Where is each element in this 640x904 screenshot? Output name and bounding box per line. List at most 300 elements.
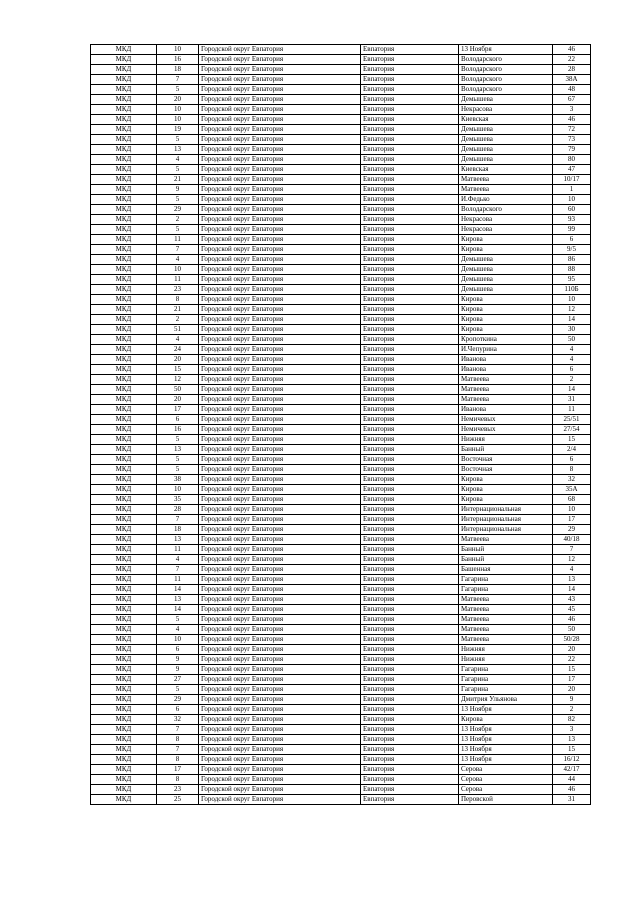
district-cell: Городской округ Евпатория [199,315,361,325]
city-cell: Евпатория [361,205,459,215]
street-cell: Киевская [459,115,553,125]
city-cell: Евпатория [361,175,459,185]
street-cell: 13 Ноября [459,755,553,765]
street-cell: Иванова [459,405,553,415]
city-cell: Евпатория [361,285,459,295]
city-cell: Евпатория [361,605,459,615]
street-cell: Кирова [459,295,553,305]
district-cell: Городской округ Евпатория [199,645,361,655]
city-cell: Евпатория [361,435,459,445]
house-number-cell: 4 [553,355,591,365]
building-type-cell: МКД [91,635,157,645]
street-cell: Кирова [459,235,553,245]
district-cell: Городской округ Евпатория [199,595,361,605]
city-cell: Евпатория [361,75,459,85]
count-cell: 7 [157,245,199,255]
district-cell: Городской округ Евпатория [199,715,361,725]
table-row [91,585,591,595]
district-cell: Городской округ Евпатория [199,105,361,115]
city-cell: Евпатория [361,675,459,685]
count-cell: 21 [157,175,199,185]
house-number-cell: 30 [553,325,591,335]
district-cell: Городской округ Евпатория [199,295,361,305]
city-cell: Евпатория [361,305,459,315]
count-cell: 15 [157,365,199,375]
count-cell: 10 [157,485,199,495]
count-cell: 12 [157,375,199,385]
house-number-cell: 2/4 [553,445,591,455]
street-cell: Иванова [459,365,553,375]
table-row [91,595,591,605]
house-number-cell: 15 [553,435,591,445]
house-number-cell: 32 [553,475,591,485]
street-cell: Володарского [459,55,553,65]
street-cell: Матвеева [459,375,553,385]
district-cell: Городской округ Евпатория [199,115,361,125]
building-type-cell: МКД [91,355,157,365]
district-cell: Городской округ Евпатория [199,485,361,495]
house-number-cell: 9 [553,695,591,705]
table-row [91,415,591,425]
house-number-cell: 22 [553,655,591,665]
street-cell: Нижняя [459,435,553,445]
count-cell: 5 [157,435,199,445]
building-type-cell: МКД [91,725,157,735]
street-cell: Матвеева [459,385,553,395]
table-row [91,125,591,135]
district-cell: Городской округ Евпатория [199,75,361,85]
city-cell: Евпатория [361,395,459,405]
house-number-cell: 43 [553,595,591,605]
count-cell: 2 [157,215,199,225]
district-cell: Городской округ Евпатория [199,125,361,135]
building-type-cell: МКД [91,475,157,485]
table-row [91,295,591,305]
street-cell: Кирова [459,715,553,725]
street-cell: Володарского [459,85,553,95]
district-cell: Городской округ Евпатория [199,635,361,645]
building-type-cell: МКД [91,795,157,805]
building-type-cell: МКД [91,445,157,455]
district-cell: Городской округ Евпатория [199,535,361,545]
count-cell: 19 [157,125,199,135]
house-number-cell: 79 [553,145,591,155]
street-cell: Гагарина [459,675,553,685]
district-cell: Городской округ Евпатория [199,255,361,265]
city-cell: Евпатория [361,155,459,165]
district-cell: Городской округ Евпатория [199,65,361,75]
table-row [91,765,591,775]
street-cell: Кирова [459,485,553,495]
building-type-cell: МКД [91,515,157,525]
district-cell: Городской округ Евпатория [199,205,361,215]
count-cell: 8 [157,735,199,745]
district-cell: Городской округ Евпатория [199,435,361,445]
building-type-cell: МКД [91,385,157,395]
street-cell: Дмитрия Ульянова [459,695,553,705]
count-cell: 14 [157,585,199,595]
count-cell: 14 [157,605,199,615]
building-type-cell: МКД [91,625,157,635]
house-number-cell: 14 [553,315,591,325]
count-cell: 10 [157,115,199,125]
count-cell: 17 [157,765,199,775]
table-row [91,445,591,455]
district-cell: Городской округ Евпатория [199,555,361,565]
count-cell: 5 [157,195,199,205]
house-number-cell: 20 [553,645,591,655]
street-cell: Матвеева [459,395,553,405]
street-cell: Демышева [459,265,553,275]
table-row [91,665,591,675]
district-cell: Городской округ Евпатория [199,705,361,715]
district-cell: Городской округ Евпатория [199,325,361,335]
building-type-cell: МКД [91,675,157,685]
table-row [91,215,591,225]
city-cell: Евпатория [361,475,459,485]
building-type-cell: МКД [91,365,157,375]
district-cell: Городской округ Евпатория [199,575,361,585]
district-cell: Городской округ Евпатория [199,455,361,465]
table-row [91,145,591,155]
district-cell: Городской округ Евпатория [199,195,361,205]
house-number-cell: 10 [553,195,591,205]
building-type-cell: МКД [91,95,157,105]
count-cell: 4 [157,155,199,165]
city-cell: Евпатория [361,105,459,115]
street-cell: Серова [459,765,553,775]
table-row [91,635,591,645]
city-cell: Евпатория [361,555,459,565]
city-cell: Евпатория [361,615,459,625]
count-cell: 50 [157,385,199,395]
house-number-cell: 28 [553,65,591,75]
district-cell: Городской округ Евпатория [199,215,361,225]
district-cell: Городской округ Евпатория [199,625,361,635]
table-row [91,605,591,615]
building-type-cell: МКД [91,275,157,285]
table-row [91,645,591,655]
city-cell: Евпатория [361,125,459,135]
street-cell: 13 Ноября [459,705,553,715]
building-type-cell: МКД [91,145,157,155]
count-cell: 4 [157,335,199,345]
city-cell: Евпатория [361,535,459,545]
district-cell: Городской округ Евпатория [199,785,361,795]
city-cell: Евпатория [361,265,459,275]
city-cell: Евпатория [361,385,459,395]
table-row [91,775,591,785]
count-cell: 9 [157,655,199,665]
table-row [91,255,591,265]
district-cell: Городской округ Евпатория [199,725,361,735]
city-cell: Евпатория [361,775,459,785]
city-cell: Евпатория [361,255,459,265]
table-row [91,525,591,535]
table-row [91,435,591,445]
street-cell: Кропоткина [459,335,553,345]
street-cell: Володарского [459,65,553,75]
city-cell: Евпатория [361,135,459,145]
building-type-cell: МКД [91,755,157,765]
city-cell: Евпатория [361,115,459,125]
street-cell: Матвеева [459,185,553,195]
building-type-cell: МКД [91,235,157,245]
building-type-cell: МКД [91,565,157,575]
count-cell: 13 [157,145,199,155]
house-number-cell: 50/28 [553,635,591,645]
building-type-cell: МКД [91,375,157,385]
street-cell: Демышева [459,125,553,135]
district-cell: Городской округ Евпатория [199,395,361,405]
city-cell: Евпатория [361,375,459,385]
street-cell: Володарского [459,75,553,85]
street-cell: Матвеева [459,605,553,615]
building-type-cell: МКД [91,295,157,305]
house-number-cell: 7 [553,545,591,555]
district-cell: Городской округ Евпатория [199,605,361,615]
house-number-cell: 46 [553,115,591,125]
house-number-cell: 14 [553,385,591,395]
district-cell: Городской округ Евпатория [199,695,361,705]
count-cell: 9 [157,665,199,675]
count-cell: 16 [157,55,199,65]
table-row [91,545,591,555]
count-cell: 23 [157,285,199,295]
city-cell: Евпатория [361,45,459,55]
count-cell: 23 [157,785,199,795]
count-cell: 8 [157,775,199,785]
count-cell: 5 [157,685,199,695]
street-cell: Демышева [459,155,553,165]
street-cell: Кирова [459,305,553,315]
house-number-cell: 3 [553,105,591,115]
table-row [91,55,591,65]
district-cell: Городской округ Евпатория [199,385,361,395]
count-cell: 25 [157,795,199,805]
count-cell: 7 [157,725,199,735]
house-number-cell: 6 [553,235,591,245]
count-cell: 6 [157,705,199,715]
district-cell: Городской округ Евпатория [199,545,361,555]
house-number-cell: 38А [553,75,591,85]
house-number-cell: 6 [553,365,591,375]
city-cell: Евпатория [361,785,459,795]
table-body [91,45,591,805]
house-number-cell: 17 [553,515,591,525]
street-cell: 13 Ноября [459,735,553,745]
count-cell: 29 [157,205,199,215]
street-cell: Восточная [459,465,553,475]
building-type-cell: МКД [91,115,157,125]
city-cell: Евпатория [361,95,459,105]
house-number-cell: 60 [553,205,591,215]
house-number-cell: 95 [553,275,591,285]
count-cell: 7 [157,515,199,525]
table-row [91,505,591,515]
street-cell: Банный [459,555,553,565]
table-row [91,575,591,585]
count-cell: 8 [157,755,199,765]
table-row [91,65,591,75]
city-cell: Евпатория [361,405,459,415]
count-cell: 7 [157,75,199,85]
house-number-cell: 46 [553,45,591,55]
city-cell: Евпатория [361,335,459,345]
building-type-cell: МКД [91,305,157,315]
table-row [91,495,591,505]
count-cell: 8 [157,295,199,305]
district-cell: Городской округ Евпатория [199,275,361,285]
table-row [91,565,591,575]
city-cell: Евпатория [361,145,459,155]
table-row [91,355,591,365]
district-cell: Городской округ Евпатория [199,305,361,315]
street-cell: Интернациональная [459,515,553,525]
house-number-cell: 8 [553,465,591,475]
table-row [91,675,591,685]
house-number-cell: 40/18 [553,535,591,545]
street-cell: Демышева [459,135,553,145]
city-cell: Евпатория [361,195,459,205]
house-number-cell: 31 [553,395,591,405]
street-cell: Немичевых [459,415,553,425]
street-cell: Демышева [459,95,553,105]
count-cell: 5 [157,135,199,145]
building-type-cell: МКД [91,415,157,425]
city-cell: Евпатория [361,725,459,735]
building-type-cell: МКД [91,425,157,435]
building-type-cell: МКД [91,525,157,535]
table-row [91,245,591,255]
district-cell: Городской округ Евпатория [199,415,361,425]
count-cell: 7 [157,565,199,575]
building-type-cell: МКД [91,465,157,475]
district-cell: Городской округ Евпатория [199,615,361,625]
count-cell: 20 [157,395,199,405]
house-number-cell: 11 [553,405,591,415]
table-row [91,735,591,745]
city-cell: Евпатория [361,485,459,495]
street-cell: Демышева [459,275,553,285]
district-cell: Городской округ Евпатория [199,585,361,595]
building-type-cell: МКД [91,555,157,565]
city-cell: Евпатория [361,595,459,605]
table-row [91,265,591,275]
street-cell: Перовской [459,795,553,805]
house-number-cell: 13 [553,735,591,745]
city-cell: Евпатория [361,585,459,595]
building-type-cell: МКД [91,205,157,215]
table-row [91,455,591,465]
city-cell: Евпатория [361,525,459,535]
district-cell: Городской округ Евпатория [199,285,361,295]
district-cell: Городской округ Евпатория [199,765,361,775]
table-row [91,275,591,285]
building-type-cell: МКД [91,505,157,515]
street-cell: Башенная [459,565,553,575]
table-row [91,95,591,105]
house-number-cell: 68 [553,495,591,505]
city-cell: Евпатория [361,705,459,715]
building-type-cell: МКД [91,455,157,465]
count-cell: 5 [157,465,199,475]
district-cell: Городской округ Евпатория [199,465,361,475]
city-cell: Евпатория [361,85,459,95]
district-cell: Городской округ Евпатория [199,475,361,485]
building-type-cell: МКД [91,265,157,275]
building-type-cell: МКД [91,105,157,115]
house-number-cell: 35А [553,485,591,495]
building-type-cell: МКД [91,85,157,95]
building-type-cell: МКД [91,705,157,715]
house-number-cell: 4 [553,565,591,575]
city-cell: Евпатория [361,565,459,575]
table-row [91,325,591,335]
house-number-cell: 99 [553,225,591,235]
table-row [91,485,591,495]
table-row [91,195,591,205]
district-cell: Городской округ Евпатория [199,135,361,145]
street-cell: Нижняя [459,655,553,665]
district-cell: Городской округ Евпатория [199,225,361,235]
table-row [91,235,591,245]
count-cell: 11 [157,545,199,555]
count-cell: 5 [157,85,199,95]
building-type-cell: МКД [91,655,157,665]
house-number-cell: 82 [553,715,591,725]
street-cell: Гагарина [459,665,553,675]
buildings-table [90,44,591,805]
city-cell: Евпатория [361,185,459,195]
count-cell: 21 [157,305,199,315]
city-cell: Евпатория [361,625,459,635]
table-row [91,225,591,235]
building-type-cell: МКД [91,345,157,355]
building-type-cell: МКД [91,245,157,255]
house-number-cell: 86 [553,255,591,265]
street-cell: Кирова [459,495,553,505]
district-cell: Городской округ Евпатория [199,335,361,345]
table-row [91,45,591,55]
street-cell: Володарского [459,205,553,215]
table-row [91,695,591,705]
house-number-cell: 2 [553,705,591,715]
building-type-cell: МКД [91,645,157,655]
count-cell: 4 [157,625,199,635]
city-cell: Евпатория [361,765,459,775]
table-row [91,515,591,525]
count-cell: 13 [157,445,199,455]
building-type-cell: МКД [91,435,157,445]
count-cell: 5 [157,615,199,625]
building-type-cell: МКД [91,735,157,745]
count-cell: 29 [157,695,199,705]
count-cell: 20 [157,95,199,105]
street-cell: Серова [459,785,553,795]
building-type-cell: МКД [91,45,157,55]
building-type-cell: МКД [91,485,157,495]
house-number-cell: 12 [553,555,591,565]
table-row [91,285,591,295]
count-cell: 32 [157,715,199,725]
district-cell: Городской округ Евпатория [199,775,361,785]
building-type-cell: МКД [91,165,157,175]
house-number-cell: 67 [553,95,591,105]
street-cell: Матвеева [459,595,553,605]
city-cell: Евпатория [361,505,459,515]
house-number-cell: 4 [553,345,591,355]
